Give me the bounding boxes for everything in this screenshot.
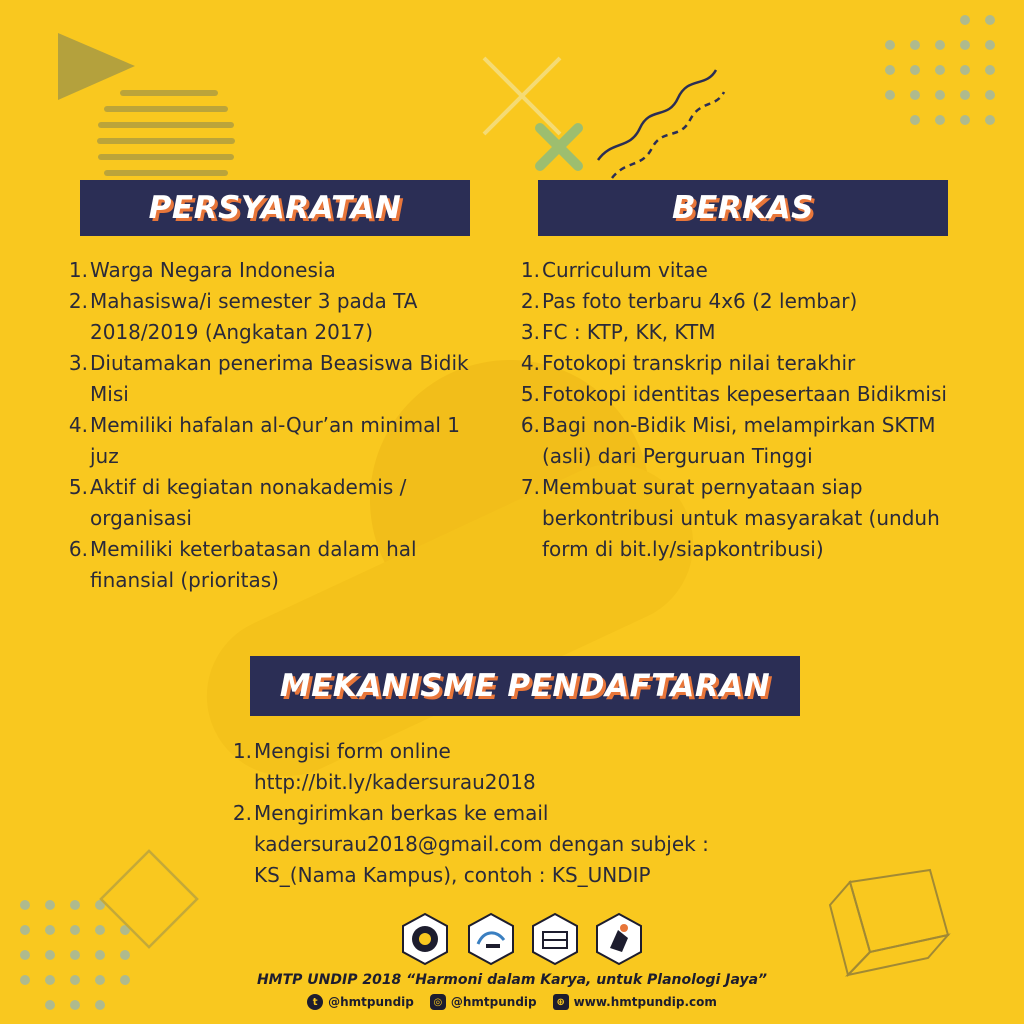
dot-grid-top-right: [885, 15, 995, 125]
list-item: [62, 348, 482, 410]
item-number: 1.: [68, 258, 88, 282]
list-item: [226, 736, 736, 798]
item-number: 6.: [520, 413, 540, 437]
instagram-icon: ◎: [430, 994, 446, 1010]
item-number: 3.: [520, 320, 540, 344]
item-text: Bagi non-Bidik Misi, melampirkan SKTM (asli) dari Perguruan Tinggi: [542, 413, 936, 468]
mekanisme-list: [226, 736, 736, 891]
list-item: [514, 379, 964, 410]
berkas-title: BERKAS: [671, 190, 814, 226]
item-text: Mengirimkan berkas ke email kadersurau2018@gmail.com dengan subjek : KS_(Nama Kampus), contoh : KS_UNDIP: [254, 801, 709, 887]
item-number: 7.: [520, 475, 540, 499]
instagram-handle: @hmtpundip: [450, 995, 537, 1009]
item-number: 6.: [68, 537, 88, 561]
item-text: Aktif di kegiatan nonakademis / organisasi: [90, 475, 407, 530]
item-number: 2.: [68, 289, 88, 313]
item-text: Pas foto terbaru 4x6 (2 lembar): [542, 289, 858, 313]
item-text: Fotokopi identitas kepesertaan Bidikmisi: [542, 382, 947, 406]
logo-hmtp: [466, 912, 516, 966]
list-item: [62, 286, 482, 348]
social-bar: [0, 994, 1024, 1010]
list-item: [62, 534, 482, 596]
mekanisme-banner: [250, 656, 800, 716]
logo-mascot: [594, 912, 644, 966]
item-number: 5.: [520, 382, 540, 406]
item-text: FC : KTP, KK, KTM: [542, 320, 716, 344]
list-item: [62, 255, 482, 286]
cross-shape-white: [484, 58, 560, 134]
item-text: Membuat surat pernyataan siap berkontribusi untuk masyarakat (unduh form di bit.ly/siapkontribusi): [542, 475, 940, 561]
item-text: Mahasiswa/i semester 3 pada TA 2018/2019 (Angkatan 2017): [90, 289, 418, 344]
item-text: Warga Negara Indonesia: [90, 258, 336, 282]
triangle-shape: [58, 33, 135, 100]
mekanisme-title: MEKANISME PENDAFTARAN: [279, 668, 771, 704]
persyaratan-list: [62, 255, 482, 596]
instagram-link[interactable]: [430, 994, 537, 1010]
item-number: 2.: [520, 289, 540, 313]
item-number: 4.: [520, 351, 540, 375]
item-text: Memiliki keterbatasan dalam hal finansial (prioritas): [90, 537, 417, 592]
item-number: 1.: [520, 258, 540, 282]
list-item: [514, 255, 964, 286]
list-item: [62, 472, 482, 534]
item-text: Mengisi form online http://bit.ly/kadersurau2018: [254, 739, 536, 794]
berkas-list: [514, 255, 964, 565]
twitter-link[interactable]: [307, 994, 414, 1010]
website-link[interactable]: [553, 994, 717, 1010]
item-number: 4.: [68, 413, 88, 437]
cube-outline-shape: [830, 870, 948, 975]
list-item: [62, 410, 482, 472]
persyaratan-title: PERSYARATAN: [148, 190, 402, 226]
item-text: Memiliki hafalan al-Qur’an minimal 1 juz: [90, 413, 460, 468]
list-item: [226, 798, 736, 891]
logo-planologi: [530, 912, 580, 966]
item-number: 1.: [232, 739, 252, 763]
item-text: Curriculum vitae: [542, 258, 708, 282]
berkas-banner: [538, 180, 948, 236]
squiggle-shape: [598, 70, 716, 160]
twitter-handle: @hmtpundip: [328, 995, 414, 1009]
footer-tagline: HMTP UNDIP 2018 “Harmoni dalam Karya, untuk Planologi Jaya”: [256, 972, 768, 988]
item-text: Fotokopi transkrip nilai terakhir: [542, 351, 856, 375]
item-number: 2.: [232, 801, 252, 825]
list-item: [514, 286, 964, 317]
diamond-outline-shape: [101, 851, 197, 947]
item-number: 3.: [68, 351, 88, 375]
item-text: Diutamakan penerima Beasiswa Bidik Misi: [90, 351, 469, 406]
striped-semicircle-shape: [97, 90, 235, 176]
globe-icon: ⊕: [553, 994, 569, 1010]
list-item: [514, 317, 964, 348]
list-item: [514, 472, 964, 565]
list-item: [514, 410, 964, 472]
twitter-icon: t: [307, 994, 323, 1010]
item-number: 5.: [68, 475, 88, 499]
list-item: [514, 348, 964, 379]
website-url: www.hmtpundip.com: [573, 995, 717, 1009]
squiggle-shape-dashed: [612, 92, 724, 178]
logo-undip: [400, 912, 450, 966]
persyaratan-banner: [80, 180, 470, 236]
